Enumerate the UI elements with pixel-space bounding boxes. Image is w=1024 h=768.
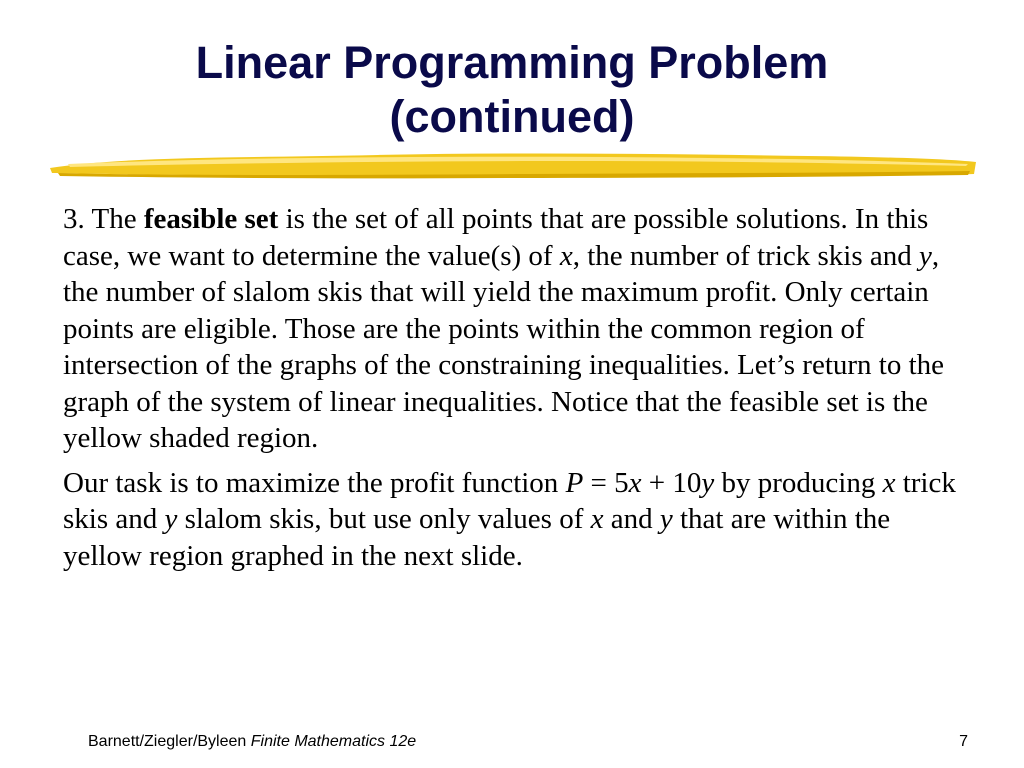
variable-x: x — [882, 466, 896, 499]
variable-y: y — [701, 466, 715, 499]
paragraph1-text-b: , the number of trick skis and — [572, 239, 920, 272]
footer-citation — [88, 733, 416, 751]
variable-x: x — [628, 466, 642, 499]
paragraph1-text-a: is the set of all points that are possible solutions. In this case, we want to determine the value(s) of — [63, 203, 929, 272]
variable-y: y — [919, 239, 932, 272]
variable-x: x — [590, 503, 604, 535]
variable-p: P — [565, 466, 584, 499]
title-line-2: (continued) — [389, 91, 635, 142]
paragraph-profit-function — [63, 465, 973, 575]
variable-x: x — [559, 239, 573, 272]
slide-title — [0, 36, 1024, 144]
footer-book-title: Finite Mathematics 12e — [250, 733, 417, 750]
paragraph-feasible-set — [63, 201, 973, 457]
paragraph2-text-h: that are within the yellow region graphed in the next slide. — [63, 503, 891, 572]
brush-stroke-divider — [48, 146, 978, 186]
variable-y: y — [659, 503, 673, 535]
paragraph2-text-e: trick skis and — [63, 466, 956, 535]
paragraph2-text-g: and — [603, 503, 660, 535]
page-number: 7 — [959, 733, 968, 750]
term-feasible-set: feasible set — [143, 203, 279, 235]
paragraph2-text-f: slalom skis, but use only values of — [177, 503, 591, 535]
paragraph2-text-d: by producing — [714, 466, 883, 499]
paragraph2-text-b: = 5 — [583, 466, 629, 499]
paragraph2-text-a: Our task is to maximize the profit function — [63, 466, 566, 499]
slide-body — [63, 201, 973, 582]
footer-authors: Barnett/Ziegler/Byleen — [88, 733, 251, 750]
paragraph1-lead: 3. The — [63, 203, 144, 235]
paragraph2-text-c: + 10 — [641, 466, 702, 499]
title-line-1: Linear Programming Problem — [195, 37, 829, 88]
variable-y: y — [164, 503, 178, 535]
paragraph1-text-c: , the number of slalom skis that will yield the maximum profit. Only certain points are eligible. Those are the points within the common region of intersection of the graphs of the constraining inequalities. Let’s return to the graph of the system of linear inequalities. Notice that the feasible set is the yellow shaded region. — [63, 239, 945, 454]
